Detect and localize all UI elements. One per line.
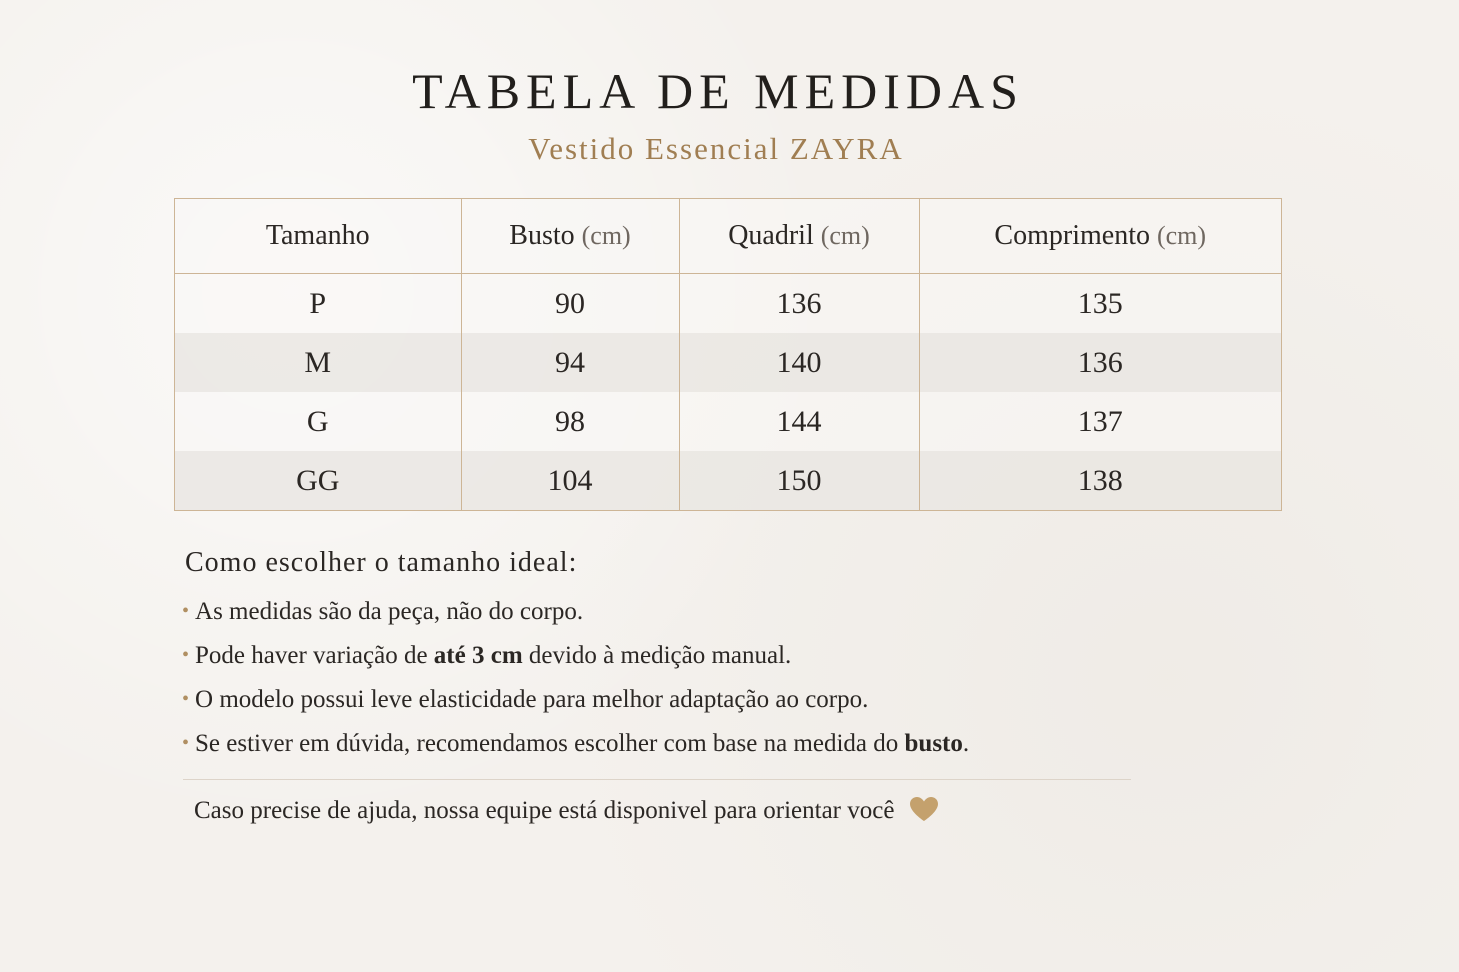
list-item bbox=[182, 724, 969, 768]
tip-text: . bbox=[962, 730, 970, 757]
bullet-icon: • bbox=[182, 732, 190, 754]
table-row bbox=[175, 274, 1281, 334]
table-row bbox=[175, 451, 1281, 510]
table-header-row bbox=[175, 199, 1281, 274]
cell-length: 136 bbox=[919, 333, 1281, 392]
header-hip: Quadril (cm) bbox=[679, 199, 919, 274]
table-row bbox=[175, 392, 1281, 451]
guide-title: Como escolher o tamanho ideal: bbox=[185, 547, 578, 578]
tips-list bbox=[182, 592, 969, 768]
list-item bbox=[182, 636, 969, 680]
cell-length: 137 bbox=[919, 392, 1281, 451]
tip-text: O modelo possui leve elasticidade para melhor adaptação ao corpo. bbox=[195, 686, 869, 713]
cell-hip: 144 bbox=[679, 392, 919, 451]
cell-hip: 140 bbox=[679, 333, 919, 392]
help-text: Caso precise de ajuda, nossa equipe está disponivel para orientar você bbox=[194, 797, 895, 824]
heart-icon bbox=[909, 796, 939, 822]
cell-size: M bbox=[175, 333, 461, 392]
size-table bbox=[174, 198, 1282, 511]
list-item bbox=[182, 680, 969, 724]
page-title: TABELA DE MEDIDAS bbox=[412, 63, 1024, 119]
product-subtitle: Vestido Essencial ZAYRA bbox=[528, 131, 904, 166]
cell-size: GG bbox=[175, 451, 461, 510]
divider bbox=[183, 779, 1131, 780]
tip-emphasis: busto bbox=[904, 730, 963, 757]
tip-text: Se estiver em dúvida, recomendamos escolher com base na medida do bbox=[195, 730, 905, 757]
cell-size: P bbox=[309, 286, 327, 320]
help-message bbox=[194, 796, 939, 825]
header-length: Comprimento (cm) bbox=[919, 199, 1281, 274]
cell-hip: 136 bbox=[679, 274, 919, 334]
cell-bust: 98 bbox=[461, 392, 679, 451]
bullet-icon: • bbox=[182, 688, 190, 710]
header-size: Tamanho bbox=[175, 199, 461, 274]
cell-length: 135 bbox=[919, 274, 1281, 334]
tip-text: Pode haver variação de bbox=[195, 642, 434, 669]
table-row bbox=[175, 333, 1281, 392]
cell-bust: 104 bbox=[461, 451, 679, 510]
cell-length: 138 bbox=[919, 451, 1281, 510]
tip-text: As medidas são da peça, não do corpo. bbox=[195, 598, 584, 625]
tip-emphasis: até 3 cm bbox=[433, 642, 523, 669]
tip-text: devido à medição manual. bbox=[522, 642, 792, 669]
header-bust: Busto (cm) bbox=[461, 199, 679, 274]
bullet-icon: • bbox=[182, 600, 190, 622]
cell-hip: 150 bbox=[679, 451, 919, 510]
cell-bust: 90 bbox=[461, 274, 679, 334]
list-item bbox=[182, 592, 969, 636]
bullet-icon: • bbox=[182, 644, 190, 666]
cell-bust: 94 bbox=[461, 333, 679, 392]
cell-size: G bbox=[306, 404, 329, 438]
